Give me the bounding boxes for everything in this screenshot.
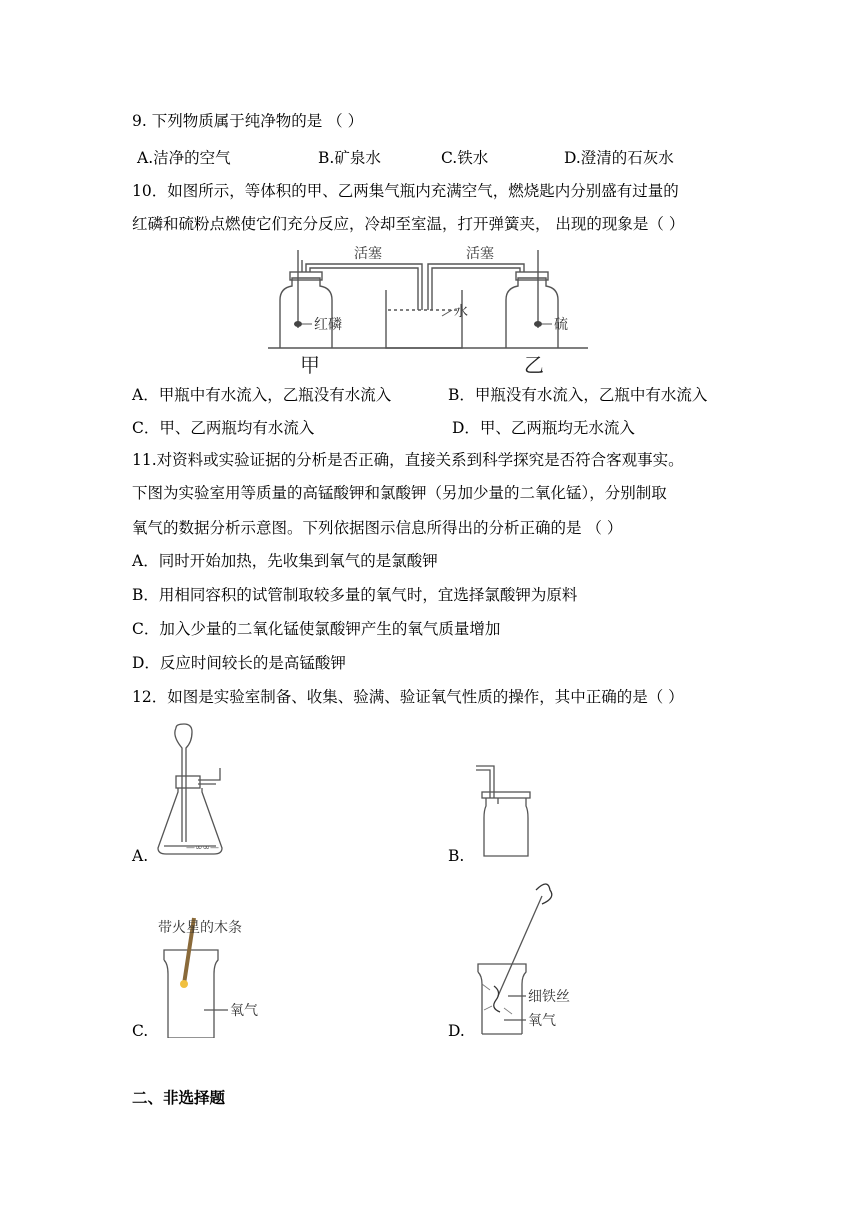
q11-option-c: C．加入少量的二氧化锰使氯酸钾产生的氧气质量增加 [132,620,501,638]
q12-stem: 12．如图是实验室制备、收集、验满、验证氧气性质的操作，其中正确的是（ ） [132,688,684,706]
q9-option-c: C.铁水 [441,149,489,167]
q12-d-label-oxygen: 氧气 [528,1013,556,1029]
q10-label-valve-right: 活塞 [466,246,494,262]
q10-apparatus-figure [262,240,592,380]
q11-stem-line1: 11.对资料或实验证据的分析是否正确，直接关系到科学探究是否符合客观事实。 [132,451,684,469]
q12-c-label-splint: 带火星的木条 [158,920,242,936]
q10-label-bottle-right: 乙 [524,353,544,377]
q9-option-b: B.矿泉水 [318,149,381,167]
q11-option-b: B．用相同容积的试管制取较多量的氧气时，宜选择氯酸钾为原料 [132,586,578,604]
q10-option-a: A．甲瓶中有水流入，乙瓶没有水流入 [132,386,392,404]
q9-option-a: A.洁净的空气 [137,149,231,167]
q10-label-water: 水 [454,304,468,320]
q10-stem-line1: 10．如图所示，等体积的甲、乙两集气瓶内充满空气，燃烧匙内分别盛有过量的 [132,182,679,200]
q10-stem-line2: 红磷和硫粉点燃使它们充分反应，冷却至室温，打开弹簧夹， 出现的现象是（ ） [132,215,685,233]
q12-figure-a-flask [150,722,240,862]
q11-stem-line2: 下图为实验室用等质量的高锰酸钾和氯酸钾（另加少量的二氧化锰），分别制取 [132,484,667,502]
q11-option-a: A．同时开始加热，先收集到氧气的是氯酸钾 [132,552,438,570]
q10-label-red-phosphorus: 红磷 [314,317,342,333]
q10-option-d: D．甲、乙两瓶均无水流入 [452,419,635,437]
q11-stem-line3: 氧气的数据分析示意图。下列依据图示信息所得出的分析正确的是 （ ） [132,519,623,537]
q12-d-label-iron-wire: 细铁丝 [528,989,570,1005]
q10-option-b: B．甲瓶没有水流入，乙瓶中有水流入 [448,386,708,404]
section2-title: 二、非选择题 [132,1088,226,1107]
q10-label-sulfur: 硫 [554,317,568,333]
q12-option-d-letter: D. [448,1022,465,1040]
q9-option-d: D.澄清的石灰水 [564,149,674,167]
q12-c-label-oxygen: 氧气 [230,1003,258,1019]
q10-label-valve-left: 活塞 [354,246,382,262]
q10-label-bottle-left: 甲 [300,353,320,377]
q12-figure-b-bottle [470,762,540,862]
q12-option-a-letter: A. [132,847,149,865]
svg-text:—∞∞—: —∞∞— [186,843,219,853]
q12-figure-d-iron-wire [470,876,610,1036]
q10-option-c: C．甲、乙两瓶均有水流入 [132,419,315,437]
q9-stem: 9. 下列物质属于纯净物的是 （ ） [132,112,364,130]
q12-option-b-letter: B. [448,847,465,865]
q11-option-d: D．反应时间较长的是高锰酸钾 [132,654,346,672]
q12-option-c-letter: C. [132,1022,149,1040]
q12-figure-c-splint-test [150,914,280,1038]
